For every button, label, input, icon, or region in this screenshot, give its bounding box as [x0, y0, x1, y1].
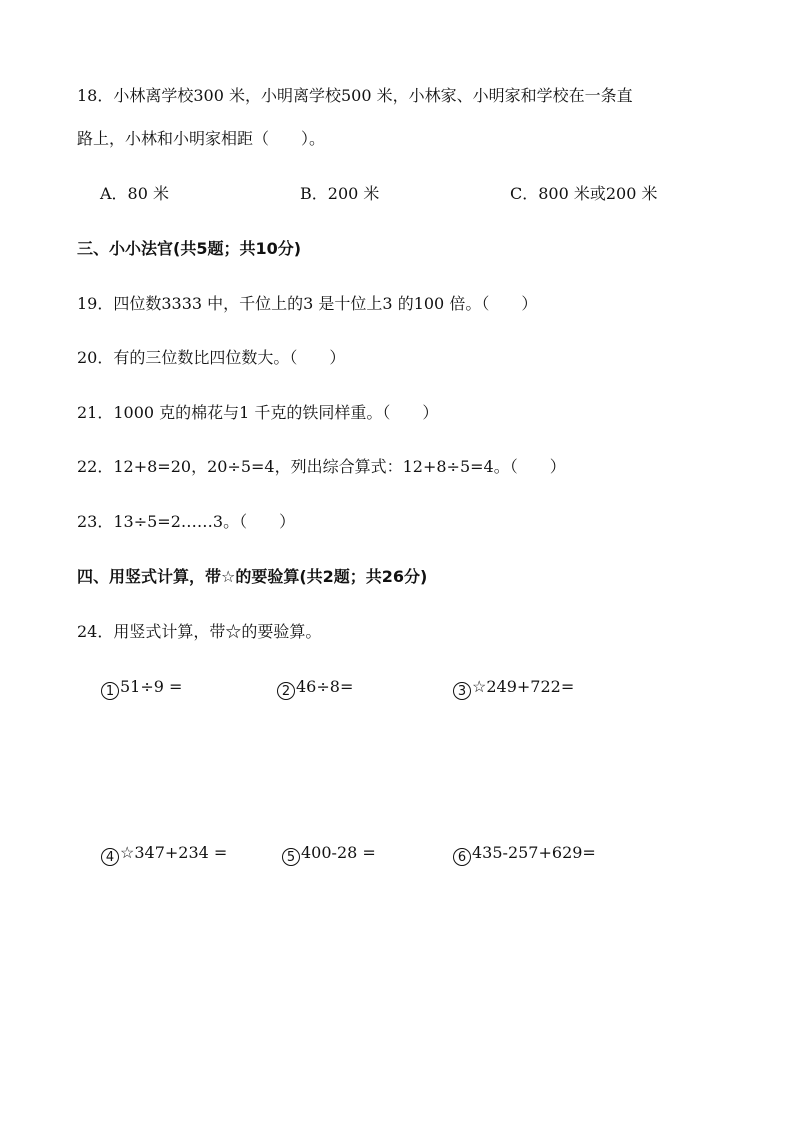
- calc-item-3: [453, 676, 574, 700]
- calc-expression: 51÷9 =: [120, 677, 183, 696]
- question-19: 19．四位数3333 中，千位上的3 是十位上3 的100 倍。（ ）: [77, 294, 538, 313]
- section-4-heading: 四、用竖式计算，带☆的要验算(共2题；共26分): [77, 567, 428, 586]
- circled-number-2: 2: [277, 682, 295, 700]
- question-18-line-1: 18．小林离学校300 米，小明离学校500 米，小林家、小明家和学校在一条直: [77, 86, 633, 105]
- circled-number-1: 1: [101, 682, 119, 700]
- option-c: C．800 米或200 米: [510, 184, 658, 203]
- question-22: 22．12+8=20，20÷5=4，列出综合算式：12+8÷5=4。（ ）: [77, 457, 566, 476]
- calc-item-1: [101, 676, 182, 700]
- circled-number-6: 6: [453, 848, 471, 866]
- circled-number-5: 5: [282, 848, 300, 866]
- calc-expression: 400-28 =: [301, 843, 376, 862]
- calc-item-4: [101, 842, 227, 866]
- question-21: 21．1000 克的棉花与1 千克的铁同样重。（ ）: [77, 403, 439, 422]
- question-18-line-2: 路上，小林和小明家相距（ ）。: [77, 129, 326, 148]
- section-3-heading: 三、小小法官(共5题；共10分): [77, 239, 302, 258]
- calc-item-2: [277, 676, 353, 700]
- question-20: 20．有的三位数比四位数大。（ ）: [77, 348, 346, 367]
- calc-expression: ☆347+234 =: [120, 843, 228, 862]
- question-23: 23．13÷5=2……3。（ ）: [77, 512, 296, 531]
- calc-expression: 46÷8=: [296, 677, 354, 696]
- calc-expression: 435-257+629=: [472, 843, 596, 862]
- calc-item-6: [453, 842, 596, 866]
- circled-number-4: 4: [101, 848, 119, 866]
- option-a: A．80 米: [100, 184, 170, 203]
- calc-item-5: [282, 842, 376, 866]
- question-24-prompt: 24．用竖式计算，带☆的要验算。: [77, 622, 322, 641]
- calc-expression: ☆249+722=: [472, 677, 575, 696]
- circled-number-3: 3: [453, 682, 471, 700]
- option-b: B．200 米: [300, 184, 380, 203]
